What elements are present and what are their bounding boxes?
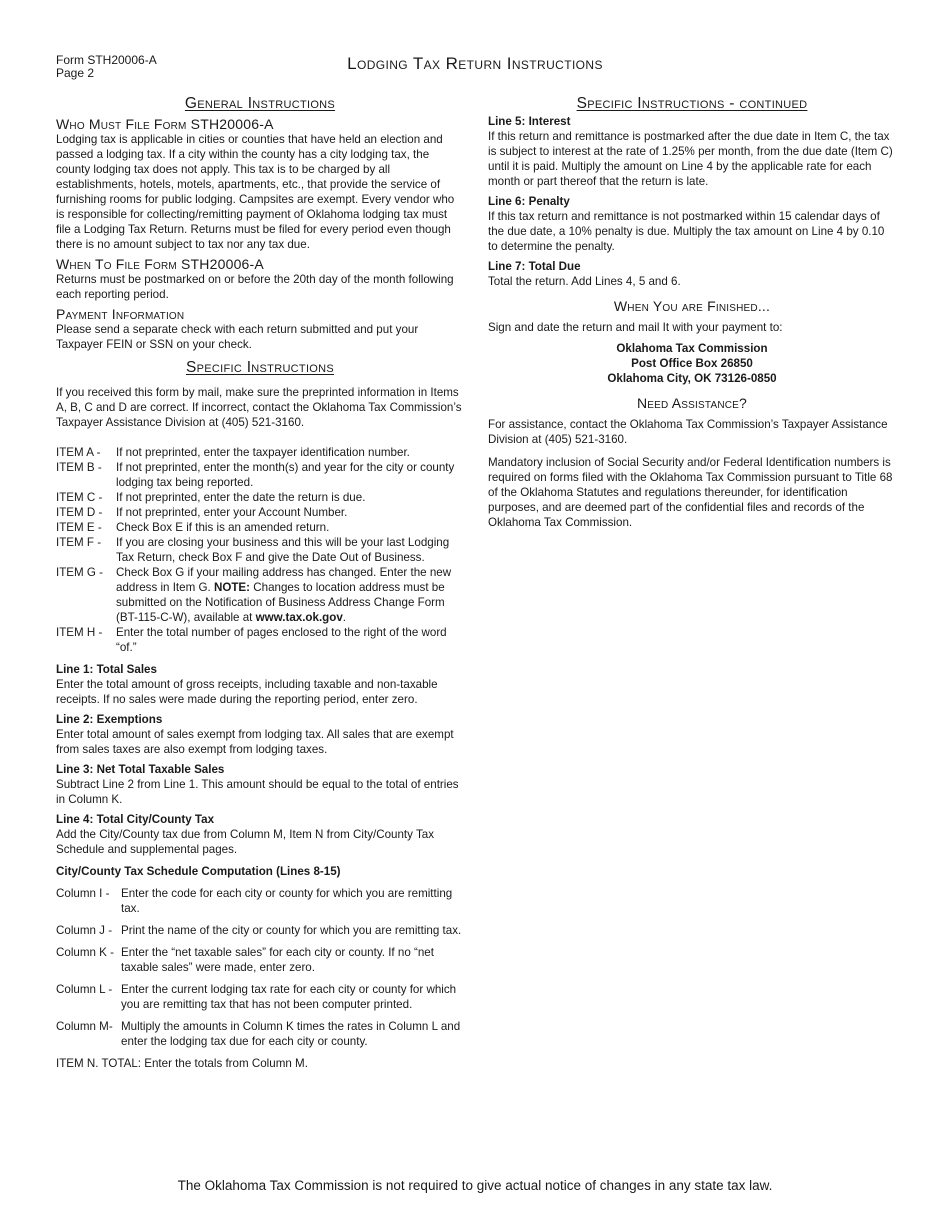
line-1-block — [56, 662, 464, 707]
page-number: Page 2 — [56, 66, 95, 80]
payment-information-heading: Payment Information — [56, 306, 185, 322]
specific-instructions-continued-heading: Specific Instructions - continued — [576, 95, 808, 112]
item-label: ITEM E - — [56, 521, 102, 534]
document-title: Lodging Tax Return Instructions — [347, 54, 603, 73]
line-text: If this return and remittance is postmarked after the due date in Item C, the tax is subject to interest at the rate of 1.25% per month, from the due date (Item C) until it is paid. Multiply the amount on Line 4 by the applicable rate for each month or part thereof that the return is late. — [488, 130, 893, 188]
item-label: ITEM C - — [56, 491, 103, 504]
list-item — [56, 520, 464, 535]
column-text: Enter the current lodging tax rate for each city or county for which you are remitting tax that has not been computer printed. — [121, 983, 457, 1011]
line-text: Total the return. Add Lines 4, 5 and 6. — [488, 275, 681, 288]
who-must-file-heading: Who Must File Form STH20006-A — [56, 116, 274, 132]
when-finished-text: Sign and date the return and mail It with your payment to: — [488, 321, 783, 334]
line-heading: Line 5: Interest — [488, 115, 571, 128]
when-to-file-heading: When To File Form STH20006-A — [56, 256, 264, 272]
item-label: ITEM B - — [56, 461, 102, 474]
list-item — [56, 460, 464, 490]
item-label: ITEM H - — [56, 626, 103, 639]
list-item — [56, 945, 464, 975]
note-label: NOTE: — [213, 581, 251, 594]
list-item — [56, 505, 464, 520]
line-2-block — [56, 712, 464, 757]
left-column — [56, 96, 464, 1071]
line-text: Enter total amount of sales exempt from lodging tax. All sales that are exempt from sales taxes are also exempt from lodging taxes. — [56, 728, 454, 756]
list-item — [56, 886, 464, 916]
line-text: Add the City/County tax due from Column M, Item N from City/County Tax Schedule and supplemental pages. — [56, 828, 435, 856]
line-4-block — [56, 812, 464, 857]
address-line: Oklahoma City, OK 73126-0850 — [607, 372, 777, 385]
item-g-text-end: . — [342, 611, 347, 624]
item-label: ITEM A - — [56, 446, 101, 459]
line-5-block — [488, 114, 896, 189]
address-line: Post Office Box 26850 — [631, 357, 753, 370]
line-heading: Line 4: Total City/County Tax — [56, 813, 215, 826]
column-text: Enter the code for each city or county for which you are remitting tax. — [121, 887, 453, 915]
footer-notice: The Oklahoma Tax Commission is not required to give actual notice of changes in any state tax law. — [177, 1178, 773, 1193]
need-assistance-heading: Need Assistance? — [636, 395, 748, 411]
line-text: If this tax return and remittance is not postmarked within 15 calendar days of the due date, a 10% penalty is due. Multiply the tax amount on Line 4 by 0.10 to determine the penalty. — [488, 210, 885, 253]
who-must-file-text: Lodging tax is applicable in cities or counties that have held an election and passed a lodging tax. If a city within the county has a city lodging tax, the county lodging tax does not apply. This tax is to be charged by all establishments, hotels, motels, apartments, etc., that provide the service of furnishing rooms for public lodging. Campsites are exempt. Every vendor who is responsible for collecting/remitting payment of Oklahoma lodging tax must file a Lodging Tax Return. Returns must be filed for every period even though there is no amount subject to tax nor any tax due. — [56, 133, 455, 251]
column-label: Column L - — [56, 983, 113, 996]
when-finished-heading: When You are Finished... — [613, 298, 771, 314]
column-list — [56, 886, 464, 1049]
item-text: If you are closing your business and this will be your last Lodging Tax Return, check Box F and give the Date Out of Business. — [116, 536, 450, 564]
mailing-address — [488, 341, 896, 386]
line-3-block — [56, 762, 464, 807]
column-text: Print the name of the city or county for which you are remitting tax. — [121, 924, 462, 937]
right-column — [488, 96, 896, 530]
column-text: Enter the “net taxable sales” for each city or county. If no “net taxable sales” were made, enter zero. — [121, 946, 434, 974]
assistance-text: For assistance, contact the Oklahoma Tax Commission’s Taxpayer Assistance Division at (405) 521-3160. — [488, 418, 888, 446]
column-label: Column J - — [56, 924, 113, 937]
mandatory-disclosure-text: Mandatory inclusion of Social Security and/or Federal Identification numbers is required on forms filed with the Oklahoma Tax Commission pursuant to Title 68 of the Oklahoma Statutes and regulations thereunder, for identification purposes, and are deemed part of the confidential files and records of the Oklahoma Tax Commission. — [488, 456, 893, 529]
item-label: ITEM F - — [56, 536, 102, 549]
item-text: If not preprinted, enter your Account Number. — [116, 506, 348, 519]
line-heading: Line 2: Exemptions — [56, 713, 163, 726]
list-item — [56, 982, 464, 1012]
address-line: Oklahoma Tax Commission — [616, 342, 768, 355]
item-n-total: ITEM N. TOTAL: Enter the totals from Column M. — [56, 1057, 308, 1070]
column-label: Column K - — [56, 946, 114, 959]
line-heading: Line 3: Net Total Taxable Sales — [56, 763, 225, 776]
line-heading: Line 7: Total Due — [488, 260, 581, 273]
schedule-heading: City/County Tax Schedule Computation (Lines 8-15) — [56, 865, 341, 878]
item-label: ITEM D - — [56, 506, 103, 519]
item-text: Enter the total number of pages enclosed to the right of the word “of.” — [116, 626, 447, 654]
column-text: Multiply the amounts in Column K times the rates in Column L and enter the lodging tax due for each city or county. — [121, 1020, 461, 1048]
payment-information-text: Please send a separate check with each return submitted and put your Taxpayer FEIN or SSN on your check. — [56, 323, 419, 351]
line-7-block — [488, 259, 896, 289]
line-heading: Line 1: Total Sales — [56, 663, 157, 676]
list-item — [56, 490, 464, 505]
when-to-file-text: Returns must be postmarked on or before the 20th day of the month following each reporting period. — [56, 273, 454, 301]
line-6-block — [488, 194, 896, 254]
line-text: Enter the total amount of gross receipts, including taxable and non-taxable receipts. If no sales were made during the reporting period, enter zero. — [56, 678, 438, 706]
item-text: If not preprinted, enter the taxpayer identification number. — [116, 446, 410, 459]
item-text: If not preprinted, enter the date the return is due. — [116, 491, 366, 504]
item-list — [56, 445, 464, 655]
item-g-text-part1: Check Box G if your mailing address has changed. Enter the new address in Item G. — [116, 566, 452, 594]
item-text — [116, 565, 464, 625]
list-item — [56, 535, 464, 565]
specific-instructions-intro: If you received this form by mail, make sure the preprinted information in Items A, B, C and D are correct. If incorrect, contact the Oklahoma Tax Commission’s Taxpayer Assistance Division at (405) 521-3160. — [56, 386, 462, 429]
form-id: Form STH20006-A — [56, 53, 157, 67]
list-item — [56, 565, 464, 625]
list-item — [56, 625, 464, 655]
item-text: If not preprinted, enter the month(s) and year for the city or county lodging tax being reported. — [116, 461, 455, 489]
list-item — [56, 923, 464, 938]
item-g-text-part2: Changes to location address must be submitted on the Notification of Business Address Change Form (BT-115-C-W), available at — [116, 581, 445, 624]
general-instructions-heading: General Instructions — [184, 95, 336, 112]
column-label: Column M- — [56, 1020, 113, 1033]
specific-instructions-heading: Specific Instructions — [185, 359, 335, 376]
line-heading: Line 6: Penalty — [488, 195, 570, 208]
item-label: ITEM G - — [56, 566, 104, 579]
column-label: Column I - — [56, 887, 110, 900]
line-text: Subtract Line 2 from Line 1. This amount should be equal to the total of entries in Column K. — [56, 778, 459, 806]
item-text: Check Box E if this is an amended return. — [116, 521, 330, 534]
list-item — [56, 445, 464, 460]
list-item — [56, 1019, 464, 1049]
website-link: www.tax.ok.gov — [255, 611, 343, 624]
